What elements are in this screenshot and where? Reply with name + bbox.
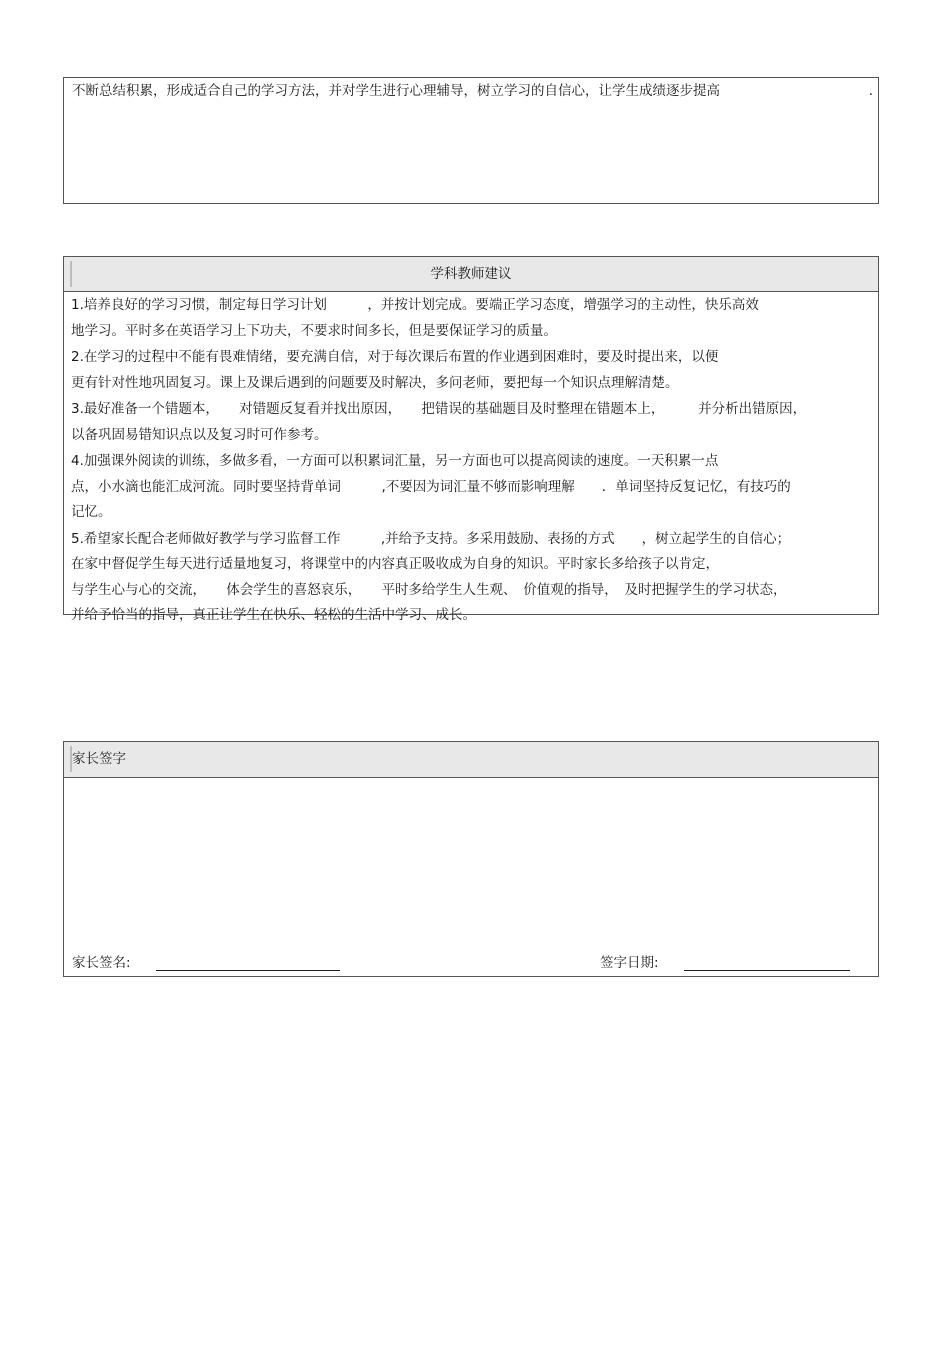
teacher-advice-section xyxy=(63,256,879,623)
teacher-advice-header xyxy=(64,257,878,292)
advice-item-line: 更有针对性地巩固复习。课上及课后遇到的问题要及时解决，多问老师，要把每一个知识点理解清楚。 xyxy=(71,374,679,391)
advice-item-line: 以备巩固易错知识点以及复习时可作参考。 xyxy=(71,426,328,443)
advice-item-line: 地学习。平时多在英语学习上下功夫，不要求时间多长，但是要保证学习的质量。 xyxy=(71,322,557,339)
summary-text: 不断总结积累，形成适合自己的学习方法，并对学生进行心理辅导，树立学习的自信心，让学生成绩逐步提高 xyxy=(72,83,720,99)
parent-signature-section xyxy=(63,741,879,977)
advice-item-line: 1.培养良好的学习习惯，制定每日学习计划 ，并按计划完成。要端正学习态度，增强学习的主动性，快乐高效 xyxy=(71,297,759,313)
advice-item-line: 4.加强课外阅读的训练，多做多看，一方面可以积累词汇量，另一方面也可以提高阅读的速度。一天积累一点 xyxy=(71,453,719,469)
advice-item-line: 2.在学习的过程中不能有畏难情绪，要充满自信，对于每次课后布置的作业遇到困难时，要及时提出来，以便 xyxy=(71,349,719,365)
advice-item xyxy=(71,293,872,344)
parent-name-field[interactable] xyxy=(156,970,340,971)
advice-item-line: 在家中督促学生每天进行适量地复习，将课堂中的内容真正吸收成为自身的知识。平时家长多给孩子以肯定， xyxy=(71,556,719,572)
parent-signature-header xyxy=(64,742,878,778)
advice-item-line: 记忆。 xyxy=(71,504,112,520)
advice-item xyxy=(71,449,872,526)
advice-item-line: 与学生心与心的交流， 体会学生的喜怒哀乐， 平时多给学生人生观、 价值观的指导， 及时把握学生的学习状态， xyxy=(71,581,787,598)
signature-date-label: 签字日期: xyxy=(600,955,659,971)
advice-item-line: 5.希望家长配合老师做好教学与学习监督工作 ,并给予支持。多采用鼓励、表扬的方式 ，树立起学生的自信心； xyxy=(71,530,791,547)
advice-item-line: 3.最好准备一个错题本， 对错题反复看并找出原因， 把错误的基础题目及时整理在错题本上， 并分析出错原因， xyxy=(71,401,807,417)
teacher-advice-title: 学科教师建议 xyxy=(430,266,512,282)
summary-box xyxy=(63,77,879,204)
parent-name-label: 家长签名: xyxy=(72,955,131,971)
advice-item xyxy=(71,345,872,396)
teacher-advice-list xyxy=(71,293,872,630)
parent-signature-title: 家长签字 xyxy=(72,751,126,767)
advice-item-line: 点，小水滴也能汇成河流。同时要坚持背单词 ,不要因为词汇量不够而影响理解 ．单词坚持反复记忆，有技巧的 xyxy=(71,478,791,495)
advice-item-line: 并给予恰当的指导，真正让学生在快乐、轻松的生活中学习、成长。 xyxy=(71,607,476,623)
summary-trailing-dot: . xyxy=(868,83,873,99)
advice-item xyxy=(71,397,872,448)
advice-item xyxy=(71,527,872,629)
signature-date-field[interactable] xyxy=(684,970,850,971)
